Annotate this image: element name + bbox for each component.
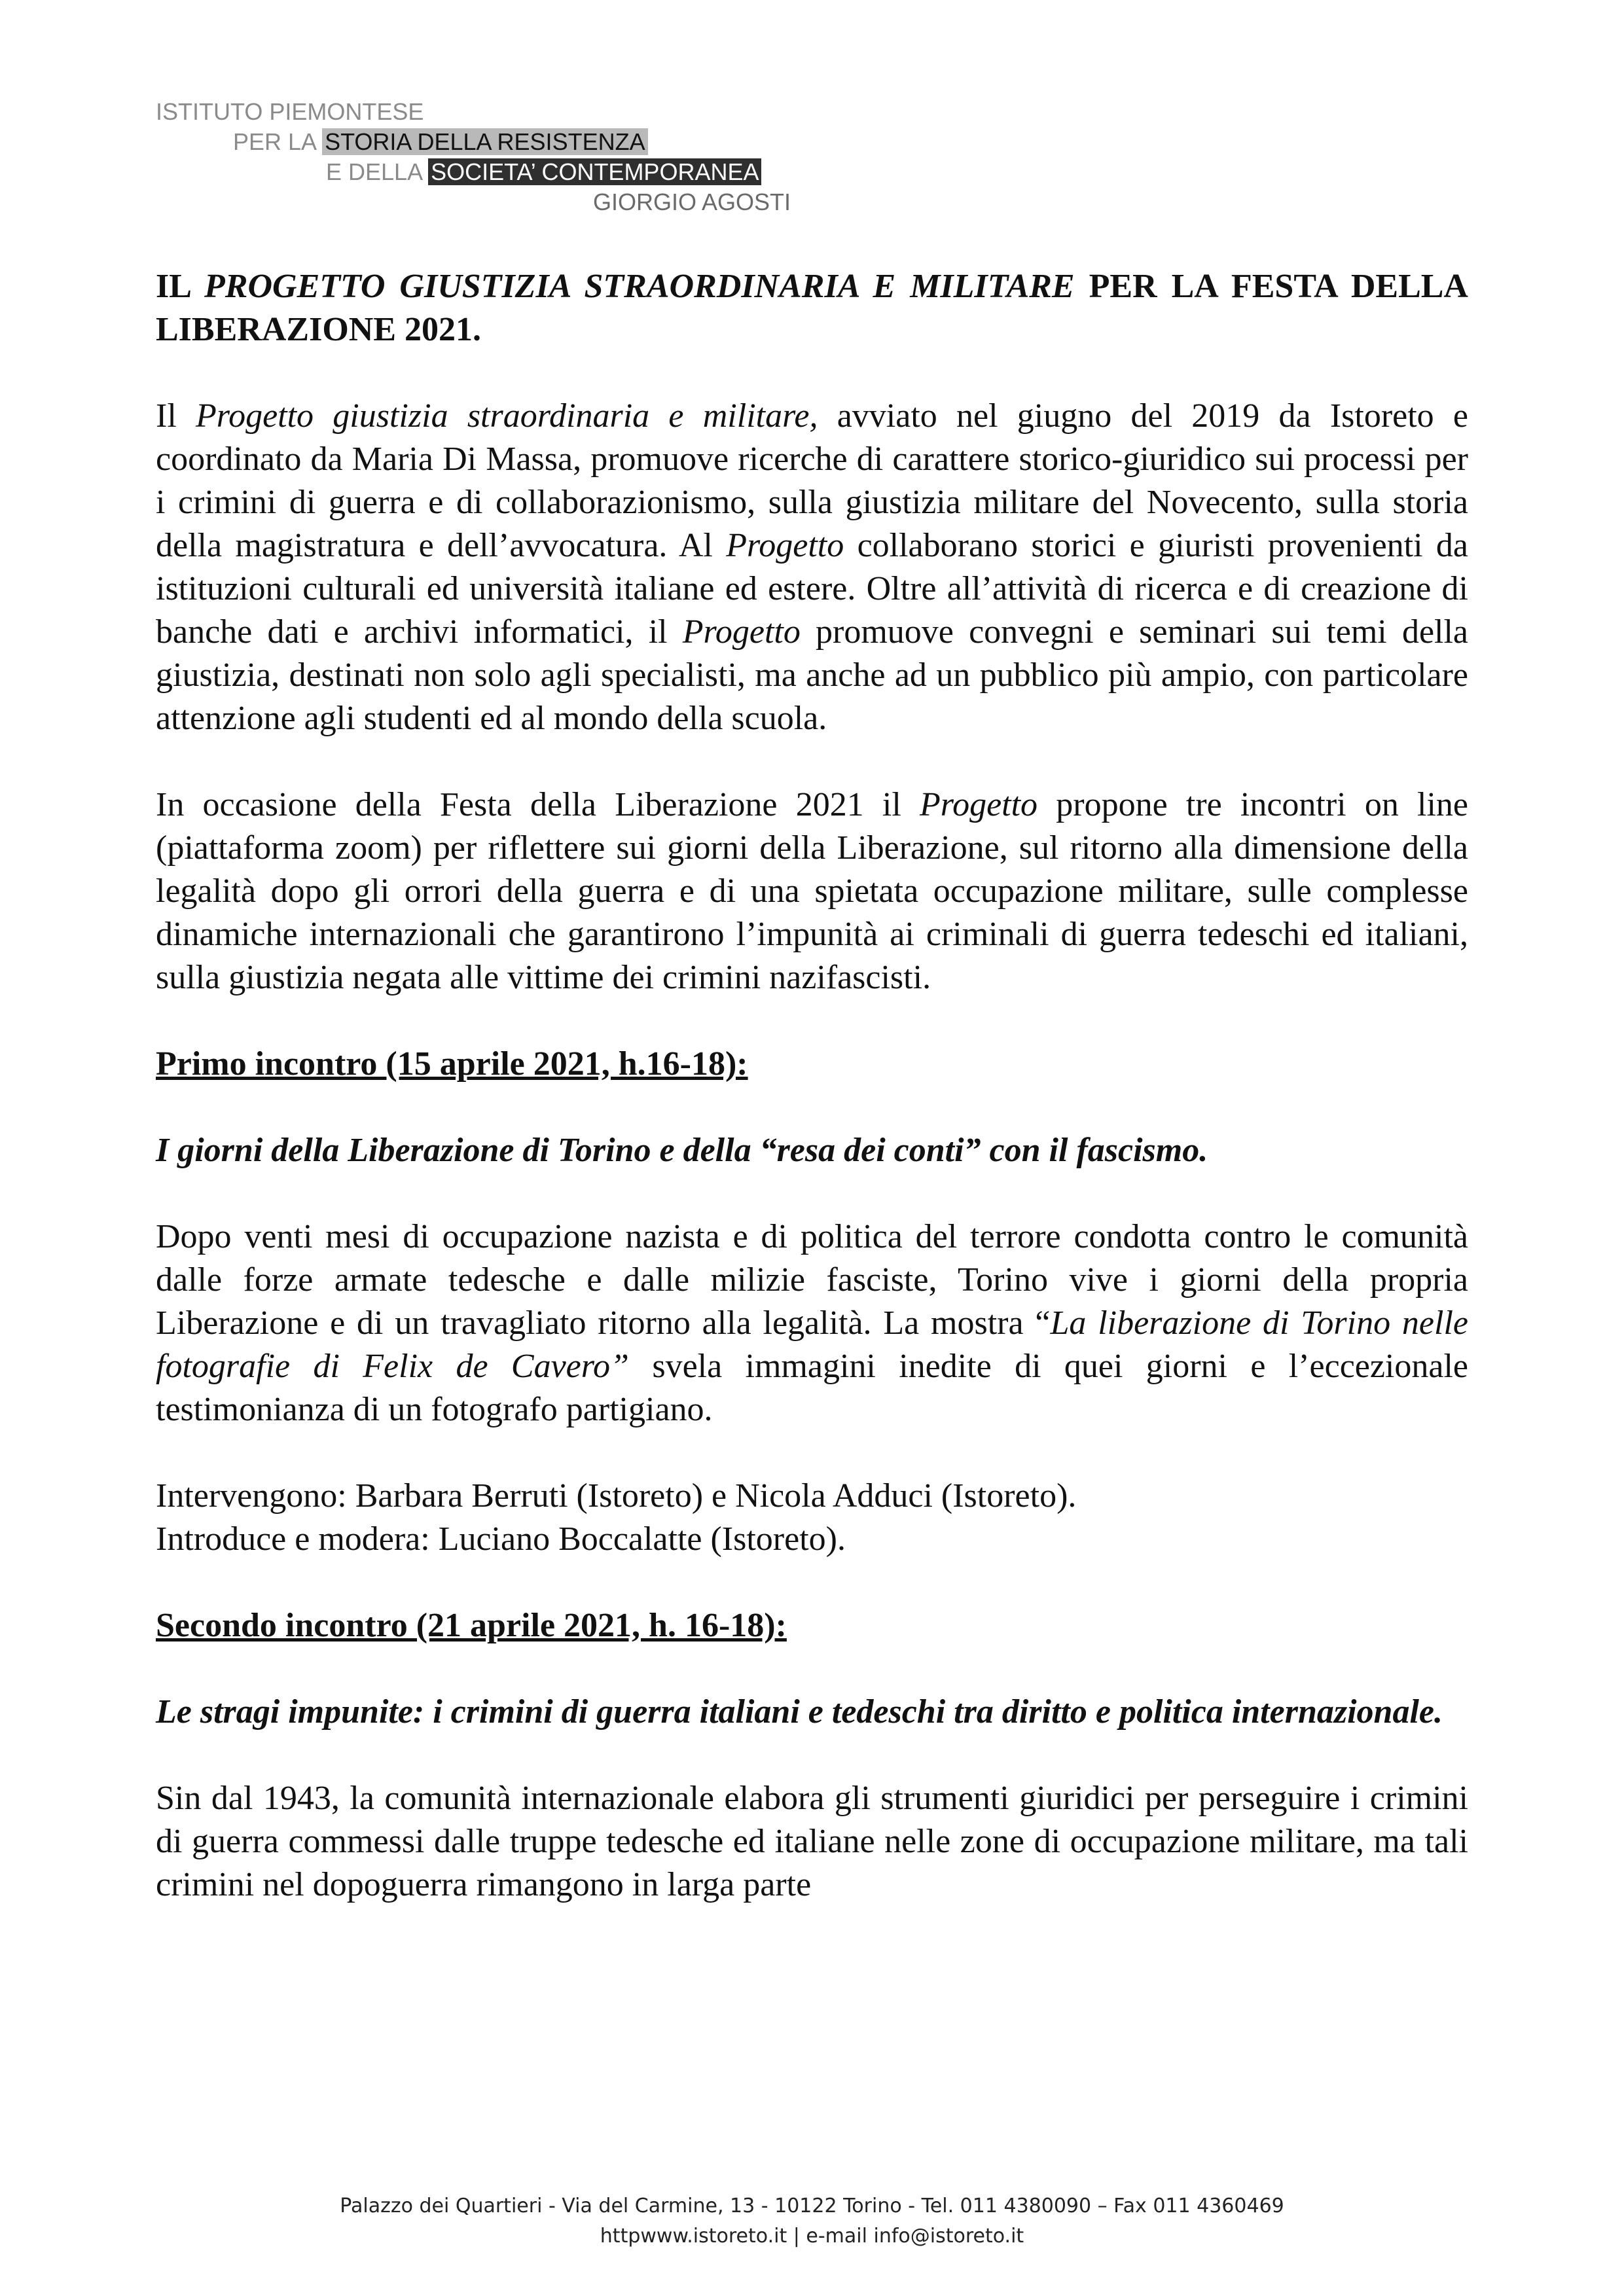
logo-line-2 [156,127,791,157]
logo-line-1: ISTITUTO PIEMONTESE [156,98,424,125]
spacer [156,1086,1468,1129]
spacer [156,1561,1468,1604]
italic-run: Progetto [726,527,844,564]
spacer [156,1431,1468,1475]
intro-paragraph [156,395,1468,740]
text-run: In occasione della Festa della Liberazione 2021 il [156,786,920,823]
spacer [156,351,1468,395]
meeting-1-speakers: Intervengono: Barbara Berruti (Istoreto) e Nicola Adduci (Istoreto). [156,1477,1077,1515]
meeting-1-heading: Primo incontro (15 aprile 2021, h.16-18): [156,1045,748,1083]
logo-line-2-highlight: STORIA DELLA RESISTENZA [322,128,648,155]
italic-run: Progetto giustizia straordinaria e militare, [196,397,818,435]
title-italic: PROGETTO GIUSTIZIA STRAORDINARIA E MILITARE [204,268,1075,305]
spacer [156,1734,1468,1777]
spacer [156,999,1468,1043]
text-run: promuove convegni e seminari sui temi della giustizia, destinati non solo agli specialisti, ma anche ad un pubblico più ampio, con particolare attenzione agli studenti ed al mondo della scuola. [156,613,1468,737]
italic-run: Progetto [682,613,801,651]
page-footer [156,2191,1468,2251]
italic-run: Progetto [920,786,1038,823]
events-paragraph [156,783,1468,999]
logo-line-3-prefix: E DELLA [326,158,429,185]
document-title [156,265,1468,351]
text-run: Il [156,397,196,435]
logo-line-4: GIORGIO AGOSTI [593,188,791,215]
meeting-2-heading: Secondo incontro (21 aprile 2021, h. 16-18): [156,1607,787,1644]
logo-line-3 [156,157,791,187]
footer-address: Palazzo dei Quartieri - Via del Carmine, 13 - 10122 Torino - Tel. 011 4380090 – Fax 011 4360469 [340,2195,1284,2217]
meeting-2-subtitle: Le stragi impunite: i crimini di guerra italiani e tedeschi tra diritto e politica internazionale. [156,1693,1443,1731]
text-run: svela immagini inedite di quei giorni e l’eccezionale testimonianza di un fotografo partigiano. [156,1348,1468,1428]
document-body [156,265,1468,1907]
spacer [156,1172,1468,1215]
meeting-1-subtitle: I giorni della Liberazione di Torino e della “resa dei conti” con il fascismo. [156,1132,1208,1169]
text-run: Dopo venti mesi di occupazione nazista e di politica del terrore condotta contro le comunità dalle forze armate tedesche e dalle milizie fasciste, Torino vive i giorni della propria Liberazione e di un travagliato ritorno alla legalità. La mostra “ [156,1218,1468,1342]
title-part-1: IL [156,268,205,305]
meeting-2-body: Sin dal 1943, la comunità internazionale elabora gli strumenti giuridici per perseguire i crimini di guerra commessi dalle truppe tedesche ed italiane nelle zone di occupazione militare, ma tali crimini nel dopoguerra rimangono in larga parte [156,1780,1468,1903]
institute-logo [156,97,791,217]
title-part-2: PER LA FESTA DELLA LIBERAZIONE 2021. [156,268,1468,348]
meeting-1-body [156,1215,1468,1431]
italic-run: La liberazione di Torino nelle fotografie di Felix de Cavero” [156,1304,1468,1385]
footer-contacts: httpwww.istoreto.it | e-mail info@istoreto.it [600,2225,1024,2248]
text-run: avviato nel giugno del 2019 da Istoreto e coordinato da Maria Di Massa, promuove ricerche di carattere storico-giuridico sui processi per i crimini di guerra e di collaborazionismo, sulla giustizia militare del Novecento, sulla storia della magistratura e dell’avvocatura. Al [156,397,1469,564]
meeting-1-moderator: Introduce e modera: Luciano Boccalatte (Istoreto). [156,1520,846,1558]
spacer [156,1647,1468,1691]
text-run: collaborano storici e giuristi provenienti da istituzioni culturali ed università italiane ed estere. Oltre all’attività di ricerca e di creazione di banche dati e archivi informatici, il [156,527,1468,651]
logo-line-3-highlight: SOCIETA’ CONTEMPORANEA [428,158,761,185]
text-run: propone tre incontri on line (piattaforma zoom) per riflettere sui giorni della Liberazione, sul ritorno alla dimensione della legalità dopo gli orrori della guerra e di una spietata occupazione militare, sulle complesse dinamiche internazionali che garantirono l’impunità ai criminali di guerra tedeschi ed italiani, sulla giustizia negata alle vittime dei crimini nazifascisti. [156,786,1469,996]
spacer [156,740,1468,783]
logo-line-2-prefix: PER LA [233,128,323,155]
